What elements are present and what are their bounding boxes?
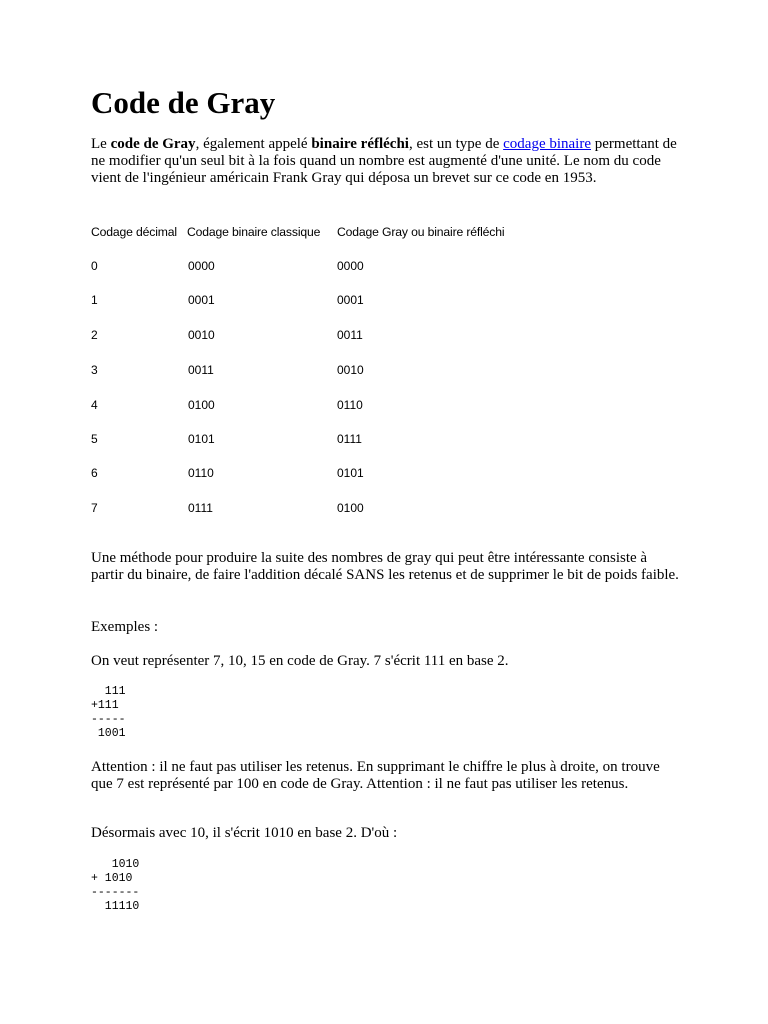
table-header-decimal: Codage décimal xyxy=(91,225,177,239)
table-cell-decimal: 1 xyxy=(91,293,98,307)
table-cell-decimal: 6 xyxy=(91,466,98,480)
example-1-addition: 111 +111 ----- 1001 xyxy=(91,685,126,740)
table-header-row xyxy=(91,224,691,240)
table-cell-gray: 0110 xyxy=(337,398,363,412)
table-cell-gray: 0111 xyxy=(337,432,362,446)
table-cell-decimal: 5 xyxy=(91,432,98,446)
table-row xyxy=(91,292,691,308)
table-cell-gray: 0101 xyxy=(337,466,364,480)
table-cell-binary: 0110 xyxy=(188,466,214,480)
method-paragraph: Une méthode pour produire la suite des nombres de gray qui peut être intéressante consiste à partir du binaire, de faire l'addition décalé SANS les retenus et de supprimer le bit de poids faible. xyxy=(91,550,679,583)
table-header-gray: Codage Gray ou binaire réfléchi xyxy=(337,225,505,239)
example-1-intro: On veut représenter 7, 10, 15 en code de Gray. 7 s'écrit 111 en base 2. xyxy=(91,653,509,669)
attention-paragraph: Attention : il ne faut pas utiliser les retenus. En supprimant le chiffre le plus à droite, on trouve que 7 est représenté par 100 en code de Gray. Attention : il ne faut pas utiliser les retenus. xyxy=(91,759,660,792)
page-title: Code de Gray xyxy=(91,85,276,120)
table-cell-binary: 0101 xyxy=(188,432,215,446)
table-cell-binary: 0000 xyxy=(188,259,215,273)
table-row xyxy=(91,258,691,274)
table-cell-decimal: 3 xyxy=(91,363,98,377)
table-row xyxy=(91,362,691,378)
table-cell-binary: 0100 xyxy=(188,398,215,412)
table-cell-decimal: 2 xyxy=(91,328,98,342)
table-row xyxy=(91,397,691,413)
table-cell-decimal: 4 xyxy=(91,398,98,412)
table-row xyxy=(91,327,691,343)
intro-bold-code-de-gray: code de Gray xyxy=(110,136,196,152)
table-row xyxy=(91,431,691,447)
table-cell-gray: 0100 xyxy=(337,501,364,515)
table-cell-binary: 0001 xyxy=(188,293,215,307)
table-cell-decimal: 7 xyxy=(91,501,98,515)
table-row xyxy=(91,465,691,481)
table-header-binary: Codage binaire classique xyxy=(187,225,321,239)
intro-text-4: permettant de ne modifier qu'un seul bit à la fois quand un nombre est augmenté d'une unité. Le nom du code vient de l'ingénieur américain Frank Gray qui déposa un brevet sur ce code en 1953. xyxy=(91,136,677,186)
table-cell-binary: 0011 xyxy=(188,363,214,377)
example-2-addition: 1010 + 1010 ------- 11110 xyxy=(91,858,140,913)
intro-text-2: , également appelé xyxy=(195,136,312,152)
codage-binaire-link[interactable]: codage binaire xyxy=(503,136,591,152)
intro-bold-binaire-reflechi: binaire réfléchi xyxy=(311,136,409,152)
table-cell-gray: 0010 xyxy=(337,363,364,377)
table-row xyxy=(91,500,691,516)
table-cell-gray: 0011 xyxy=(337,328,363,342)
table-cell-gray: 0000 xyxy=(337,259,364,273)
intro-paragraph xyxy=(91,136,681,187)
table-cell-gray: 0001 xyxy=(337,293,364,307)
table-cell-binary: 0111 xyxy=(188,501,213,515)
examples-label: Exemples : xyxy=(91,619,159,635)
intro-text-1: Le xyxy=(91,136,111,152)
intro-text-3: , est un type de xyxy=(408,136,504,152)
example-2-intro: Désormais avec 10, il s'écrit 1010 en base 2. D'où : xyxy=(91,825,398,841)
table-cell-binary: 0010 xyxy=(188,328,215,342)
table-cell-decimal: 0 xyxy=(91,259,98,273)
